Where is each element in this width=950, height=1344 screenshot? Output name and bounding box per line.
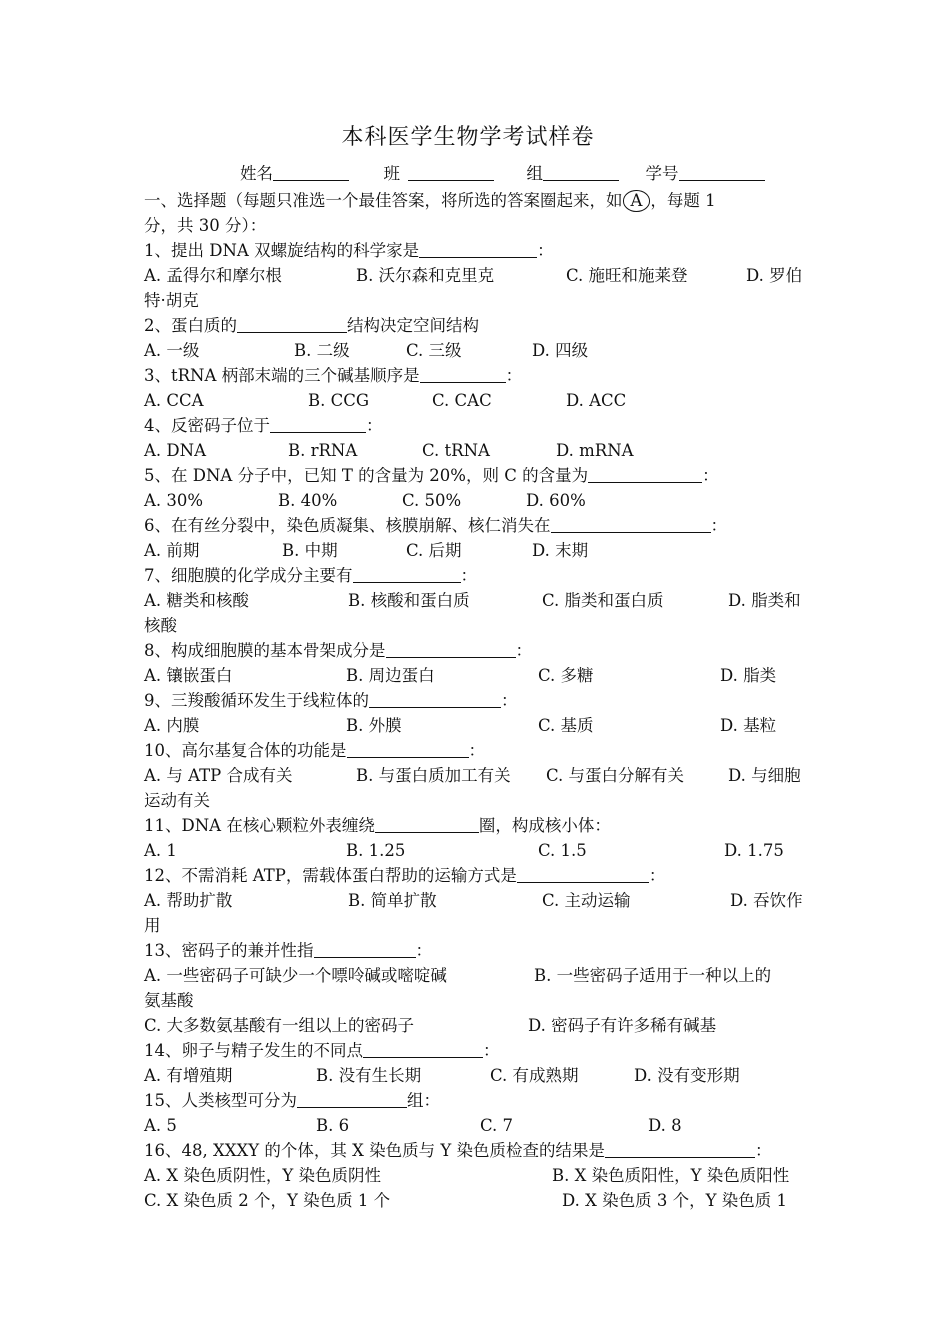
option-a[interactable]: A. 30% xyxy=(144,491,204,510)
options-2 xyxy=(144,339,808,363)
option-b[interactable]: B. 沃尔森和克里克 xyxy=(356,266,495,285)
page-title: 本科医学生物学考试样卷 xyxy=(341,125,595,150)
answer-blank[interactable] xyxy=(353,564,461,583)
option-b[interactable]: B. 没有生长期 xyxy=(316,1066,422,1085)
answer-blank[interactable] xyxy=(314,939,416,958)
option-c[interactable]: C. 大多数氨基酸有一组以上的密码子 xyxy=(144,1016,415,1035)
option-b[interactable]: B. 核酸和蛋白质 xyxy=(348,591,470,610)
option-c[interactable]: C. 多糖 xyxy=(538,666,594,685)
option-c[interactable]: C. 1.5 xyxy=(538,841,587,860)
option-a[interactable]: A. 1 xyxy=(144,841,177,860)
option-d[interactable]: D. 四级 xyxy=(532,341,589,360)
options-14 xyxy=(144,1064,808,1088)
student-info-line xyxy=(240,162,810,186)
option-wrap: 用 xyxy=(144,916,161,935)
class-blank[interactable] xyxy=(408,162,494,181)
option-a[interactable]: A. DNA xyxy=(144,441,206,460)
section-instruction: 一、选择题（每题只准选一个最佳答案，将所选的答案圈起来，如 A ，每题 1 xyxy=(144,191,716,210)
options-13 xyxy=(144,964,808,988)
question-6: 6、在有丝分裂中，染色质凝集、核膜崩解、核仁消失在 ： xyxy=(144,516,727,535)
group-blank[interactable] xyxy=(543,162,619,181)
student-no-label: 学号 xyxy=(645,164,679,183)
option-c[interactable]: C. 7 xyxy=(480,1116,514,1135)
name-blank[interactable] xyxy=(273,162,349,181)
options-16 xyxy=(144,1164,808,1188)
answer-blank[interactable] xyxy=(517,864,649,883)
option-a[interactable]: A. 镶嵌蛋白 xyxy=(144,666,233,685)
answer-blank[interactable] xyxy=(237,314,347,333)
question-12: 12、不需消耗 ATP，需载体蛋白帮助的运输方式是 ： xyxy=(144,866,666,885)
answer-blank[interactable] xyxy=(270,414,366,433)
options-4 xyxy=(144,439,808,463)
option-a[interactable]: A. 帮助扩散 xyxy=(144,891,233,910)
option-d[interactable]: D. 末期 xyxy=(532,541,589,560)
option-a[interactable]: A. 一些密码子可缺少一个嘌呤碱或嘧啶碱 xyxy=(144,966,447,985)
name-label: 姓名 xyxy=(240,164,273,183)
answer-blank[interactable] xyxy=(297,1089,407,1108)
question-16: 16、48, XXXY 的个体，其 X 染色质与 Y 染色质检查的结果是 ： xyxy=(144,1141,772,1160)
options-5 xyxy=(144,489,808,513)
option-c[interactable]: C. X 染色质 2 个，Y 染色质 1 个 xyxy=(144,1191,391,1210)
answer-blank[interactable] xyxy=(419,239,537,258)
question-10: 10、高尔基复合体的功能是 ： xyxy=(144,741,485,760)
option-a[interactable]: A. CCA xyxy=(144,391,204,410)
option-b[interactable]: B. 中期 xyxy=(282,541,338,560)
option-d[interactable]: D. 60% xyxy=(526,491,586,510)
option-b[interactable]: B. 40% xyxy=(278,491,338,510)
question-3: 3、tRNA 柄部末端的三个碱基顺序是 ： xyxy=(144,366,523,385)
question-13: 13、密码子的兼并性指 ： xyxy=(144,941,432,960)
question-8: 8、构成细胞膜的基本骨架成分是 ： xyxy=(144,641,532,660)
options-8 xyxy=(144,664,808,688)
question-11: 11、DNA 在核心颗粒外表缠绕 圈，构成核小体： xyxy=(144,816,611,835)
class-label: 班 xyxy=(383,164,400,183)
option-d[interactable]: D. 脂类 xyxy=(720,666,777,685)
option-b[interactable]: B. 周边蛋白 xyxy=(346,666,435,685)
option-d[interactable]: D. 吞饮作 xyxy=(730,891,803,910)
answer-blank[interactable] xyxy=(551,514,711,533)
options-9 xyxy=(144,714,808,738)
option-d[interactable]: D. 没有变形期 xyxy=(634,1066,740,1085)
option-b[interactable]: B. 简单扩散 xyxy=(348,891,437,910)
option-c[interactable]: C. 有成熟期 xyxy=(490,1066,579,1085)
option-b[interactable]: B. rRNA xyxy=(288,441,358,460)
options-10 xyxy=(144,764,808,788)
option-d[interactable]: D. 脂类和 xyxy=(728,591,801,610)
answer-blank[interactable] xyxy=(605,1139,755,1158)
option-d[interactable]: D. 1.75 xyxy=(724,841,784,860)
answer-blank[interactable] xyxy=(588,464,702,483)
option-c[interactable]: C. 主动运输 xyxy=(542,891,631,910)
option-b[interactable]: B. 1.25 xyxy=(346,841,406,860)
question-5: 5、在 DNA 分子中，已知 T 的含量为 20%，则 C 的含量为 ： xyxy=(144,466,719,485)
question-2: 2、蛋白质的 结构决定空间结构 xyxy=(144,316,479,335)
answer-blank[interactable] xyxy=(386,639,516,658)
option-d[interactable]: D. 与细胞 xyxy=(728,766,801,785)
option-a[interactable]: A. 内膜 xyxy=(144,716,200,735)
option-c[interactable]: C. 与蛋白分解有关 xyxy=(546,766,685,785)
example-answer-circle: A xyxy=(623,190,651,212)
group-label: 组 xyxy=(526,164,543,183)
option-a[interactable]: A. 5 xyxy=(144,1116,177,1135)
option-a[interactable]: A. 孟得尔和摩尔根 xyxy=(144,266,282,285)
option-wrap: 特·胡克 xyxy=(144,291,199,310)
option-d[interactable]: D. 8 xyxy=(648,1116,682,1135)
answer-blank[interactable] xyxy=(369,689,501,708)
options-13-cd xyxy=(144,1014,808,1038)
option-b[interactable]: B. 6 xyxy=(316,1116,350,1135)
options-1 xyxy=(144,264,808,288)
answer-blank[interactable] xyxy=(420,364,506,383)
option-a[interactable]: A. X 染色质阴性，Y 染色质阴性 xyxy=(144,1166,382,1185)
option-b[interactable]: B. 与蛋白质加工有关 xyxy=(356,766,511,785)
option-a[interactable]: A. 一级 xyxy=(144,341,200,360)
option-wrap: 运动有关 xyxy=(144,791,210,810)
answer-blank[interactable] xyxy=(363,1039,483,1058)
option-d[interactable]: D. ACC xyxy=(566,391,627,410)
options-16-cd xyxy=(144,1189,808,1213)
options-15 xyxy=(144,1114,808,1138)
answer-blank[interactable] xyxy=(347,739,469,758)
option-c[interactable]: C. 脂类和蛋白质 xyxy=(542,591,664,610)
option-wrap: 核酸 xyxy=(144,616,177,635)
section-instruction-2: 分，共 30 分）： xyxy=(144,216,267,235)
option-b[interactable]: B. X 染色质阳性，Y 染色质阳性 xyxy=(552,1166,790,1185)
question-1: 1、提出 DNA 双螺旋结构的科学家是 ： xyxy=(144,241,554,260)
option-d[interactable]: D. 罗伯 xyxy=(746,266,803,285)
options-7 xyxy=(144,589,808,613)
option-c[interactable]: C. 基质 xyxy=(538,716,594,735)
answer-blank[interactable] xyxy=(375,814,479,833)
options-12 xyxy=(144,889,808,913)
option-b[interactable]: B. 一些密码子适用于一种以上的 xyxy=(534,966,772,985)
option-wrap: 氨基酸 xyxy=(144,991,194,1010)
options-11 xyxy=(144,839,808,863)
option-c[interactable]: C. tRNA xyxy=(422,441,490,460)
option-b[interactable]: B. 二级 xyxy=(294,341,350,360)
question-14: 14、卵子与精子发生的不同点 ： xyxy=(144,1041,500,1060)
option-b[interactable]: B. 外膜 xyxy=(346,716,402,735)
option-c[interactable]: C. 后期 xyxy=(406,541,462,560)
question-9: 9、三羧酸循环发生于线粒体的 ： xyxy=(144,691,518,710)
option-b[interactable]: B. CCG xyxy=(308,391,370,410)
options-6 xyxy=(144,539,808,563)
option-d[interactable]: D. mRNA xyxy=(556,441,634,460)
student-no-blank[interactable] xyxy=(679,162,765,181)
option-a[interactable]: A. 前期 xyxy=(144,541,200,560)
option-d[interactable]: D. X 染色质 3 个，Y 染色质 1 xyxy=(562,1191,787,1210)
question-4: 4、反密码子位于 ： xyxy=(144,416,383,435)
option-c[interactable]: C. 施旺和施莱登 xyxy=(566,266,688,285)
option-d[interactable]: D. 密码子有许多稀有碱基 xyxy=(528,1016,717,1035)
question-15: 15、人类核型可分为 组： xyxy=(144,1091,440,1110)
option-c[interactable]: C. CAC xyxy=(432,391,492,410)
option-a[interactable]: A. 有增殖期 xyxy=(144,1066,233,1085)
question-7: 7、细胞膜的化学成分主要有 ： xyxy=(144,566,477,585)
option-a[interactable]: A. 与 ATP 合成有关 xyxy=(144,766,293,785)
option-a[interactable]: A. 糖类和核酸 xyxy=(144,591,249,610)
options-3 xyxy=(144,389,808,413)
option-c[interactable]: C. 50% xyxy=(402,491,462,510)
option-d[interactable]: D. 基粒 xyxy=(720,716,777,735)
option-c[interactable]: C. 三级 xyxy=(406,341,462,360)
